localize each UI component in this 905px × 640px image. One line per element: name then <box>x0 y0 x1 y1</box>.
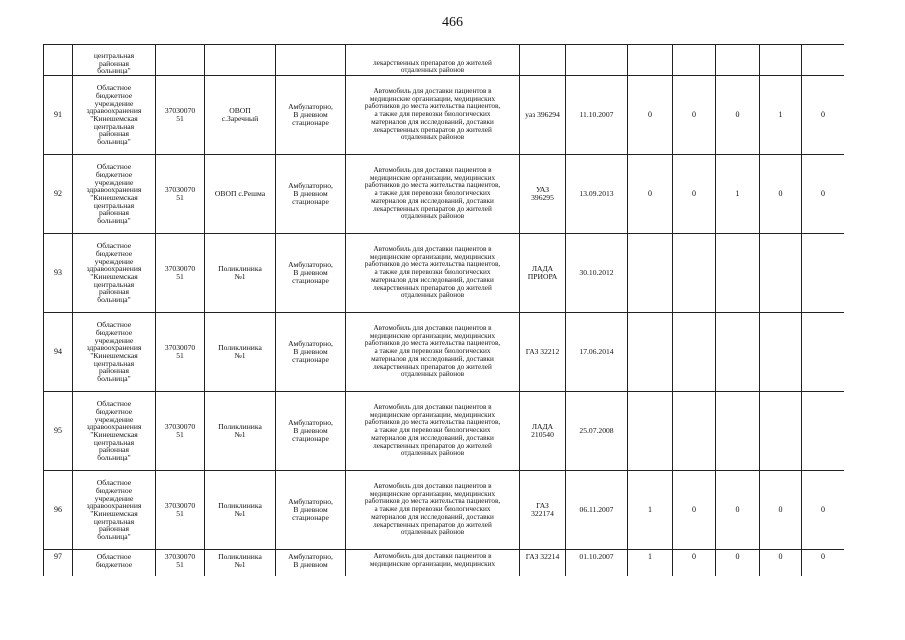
care-type-line: В дневном <box>293 110 328 120</box>
institution-line: учреждение <box>94 177 134 187</box>
care-type-line: стационаре <box>292 512 329 522</box>
code-cell <box>156 313 205 392</box>
institution-cell <box>73 550 156 577</box>
count-col-3: 1 <box>716 155 760 234</box>
institution-line: Областное <box>96 162 132 172</box>
institution-cell <box>73 76 156 155</box>
row-number-cell: 92 <box>44 155 73 234</box>
vehicle-cell <box>520 313 566 392</box>
care-type-cell <box>276 234 346 313</box>
purpose-line: отдаленных районов <box>400 66 465 75</box>
purpose-line: материалов для исследований, доставки <box>371 275 494 284</box>
unit-cell <box>205 234 276 313</box>
institution-line: Областное <box>96 241 132 251</box>
count-col-5 <box>802 234 845 313</box>
purpose-line: медицинские организации, медицинских <box>369 331 496 340</box>
count-col-5 <box>802 45 845 76</box>
table-row <box>44 155 845 234</box>
care-type-line: стационаре <box>292 196 329 206</box>
purpose-line: а также для перевозки биологических <box>374 268 491 277</box>
unit-line: Поликлиника <box>218 422 262 432</box>
unit-line: Поликлиника <box>218 552 262 561</box>
unit-line: Поликлиника <box>218 343 262 353</box>
count-col-5: 0 <box>802 471 845 550</box>
care-type-line: В дневном <box>293 189 328 199</box>
vehicle-line: 396295 <box>531 193 554 202</box>
institution-line: бюджетное <box>95 485 133 495</box>
purpose-line: Автомобиль для доставки пациентов в <box>373 166 492 175</box>
date-cell: 06.11.2007 <box>566 471 628 550</box>
count-col-1 <box>628 45 673 76</box>
institution-line: Областное <box>96 552 132 561</box>
row-number-cell: 96 <box>44 471 73 550</box>
care-type-line: Амбулаторно, <box>288 339 333 349</box>
purpose-line: а также для перевозки биологических <box>374 426 491 435</box>
institution-line: районная <box>98 287 130 297</box>
vehicle-cell <box>520 76 566 155</box>
purpose-line: а также для перевозки биологических <box>374 505 491 514</box>
vehicle-line: 210540 <box>531 430 554 439</box>
purpose-line: материалов для исследований, доставки <box>371 354 494 363</box>
count-col-4: 0 <box>760 550 802 577</box>
care-type-line: Амбулаторно, <box>288 552 333 561</box>
purpose-line: лекарственных препаратов до жителей <box>373 441 492 450</box>
institution-line: Областное <box>96 478 132 488</box>
care-type-line: стационаре <box>292 117 329 127</box>
vehicle-cell <box>520 392 566 471</box>
institution-line: "Кинешемская <box>90 114 138 123</box>
code-line: 51 <box>176 272 184 281</box>
count-col-5: 0 <box>802 155 845 234</box>
institution-line: бюджетное <box>95 90 133 100</box>
purpose-line: Автомобиль для доставки пациентов в <box>373 245 492 254</box>
date-cell: 01.10.2007 <box>566 550 628 577</box>
date-cell: 17.06.2014 <box>566 313 628 392</box>
date-cell: 11.10.2007 <box>566 76 628 155</box>
row-number-cell: 95 <box>44 392 73 471</box>
unit-line: ОВОП <box>229 106 251 116</box>
care-type-line: В дневном <box>293 426 328 436</box>
unit-line: Поликлиника <box>218 264 262 274</box>
date-cell: 13.09.2013 <box>566 155 628 234</box>
vehicle-cell <box>520 45 566 76</box>
purpose-line: Автомобиль для доставки пациентов в <box>373 403 492 412</box>
care-type-line: Амбулаторно, <box>288 497 333 507</box>
purpose-line: лекарственных препаратов до жителей <box>373 520 492 529</box>
purpose-cell <box>346 76 520 155</box>
purpose-line: лекарственных препаратов до жителей <box>373 283 492 292</box>
purpose-line: медицинские организации, медицинских <box>369 559 496 568</box>
date-cell: 30.10.2012 <box>566 234 628 313</box>
count-col-3 <box>716 45 760 76</box>
code-cell <box>156 392 205 471</box>
table-body <box>44 45 845 577</box>
institution-line: районная <box>98 129 130 139</box>
vehicle-register-table <box>43 44 844 576</box>
purpose-line: работников до места жительства пациентов, <box>364 418 501 427</box>
table-row <box>44 76 845 155</box>
unit-line: №1 <box>234 509 246 518</box>
code-cell <box>156 155 205 234</box>
count-col-1: 1 <box>628 471 673 550</box>
institution-line: центральная <box>93 50 135 60</box>
vehicle-line: ПРИОРА <box>527 272 558 281</box>
care-type-line: Амбулаторно, <box>288 418 333 428</box>
table-row <box>44 392 845 471</box>
purpose-line: лекарственных препаратов до жителей <box>373 362 492 371</box>
purpose-line: отдаленных районов <box>400 133 465 142</box>
table-row <box>44 550 845 577</box>
institution-line: центральная <box>93 200 135 210</box>
vehicle-line: ГАЗ 32214 <box>525 552 560 561</box>
unit-line: Поликлиника <box>218 501 262 511</box>
unit-line: ОВОП с.Решма <box>214 189 266 199</box>
code-line: 37030070 <box>164 185 196 195</box>
care-type-line: Амбулаторно, <box>288 260 333 270</box>
purpose-cell <box>346 550 520 577</box>
count-col-4: 0 <box>760 471 802 550</box>
institution-line: районная <box>98 208 130 218</box>
count-col-1: 1 <box>628 550 673 577</box>
unit-cell <box>205 471 276 550</box>
purpose-cell <box>346 313 520 392</box>
code-line: 37030070 <box>164 422 196 432</box>
care-type-line: В дневном <box>293 268 328 278</box>
purpose-line: работников до места жительства пациентов, <box>364 339 501 348</box>
institution-line: "Кинешемская <box>90 272 138 281</box>
purpose-line: работников до места жительства пациентов, <box>364 497 501 506</box>
table-row <box>44 45 845 76</box>
count-col-2: 0 <box>673 471 716 550</box>
purpose-cell <box>346 155 520 234</box>
table-row <box>44 313 845 392</box>
institution-line: "Кинешемская <box>90 351 138 360</box>
purpose-line: а также для перевозки биологических <box>374 110 491 119</box>
row-number-cell: 97 <box>44 550 73 577</box>
purpose-line: материалов для исследований, доставки <box>371 433 494 442</box>
institution-line: центральная <box>93 437 135 447</box>
purpose-cell <box>346 234 520 313</box>
care-type-line: стационаре <box>292 275 329 285</box>
purpose-line: отдаленных районов <box>400 449 465 458</box>
care-type-cell <box>276 45 346 76</box>
institution-line: больница" <box>97 295 131 305</box>
code-line: 51 <box>176 509 184 518</box>
date-cell: 25.07.2008 <box>566 392 628 471</box>
code-cell <box>156 471 205 550</box>
care-type-line: В дневном <box>293 559 328 569</box>
institution-line: Областное <box>96 399 132 409</box>
unit-line: с.Заречный <box>221 114 259 123</box>
vehicle-line: ЛАДА <box>531 422 554 432</box>
institution-line: Областное <box>96 83 132 93</box>
page-number: 466 <box>442 15 463 30</box>
unit-cell <box>205 45 276 76</box>
unit-cell <box>205 550 276 577</box>
institution-line: районная <box>98 58 130 68</box>
institution-line: "Кинешемская <box>90 509 138 518</box>
purpose-cell <box>346 392 520 471</box>
institution-line: бюджетное <box>95 559 133 569</box>
purpose-line: лекарственных препаратов до жителей <box>373 58 492 67</box>
care-type-line: стационаре <box>292 354 329 364</box>
count-col-2: 0 <box>673 155 716 234</box>
purpose-line: а также для перевозки биологических <box>374 189 491 198</box>
purpose-line: Автомобиль для доставки пациентов в <box>373 324 492 333</box>
vehicle-line: уаз 396294 <box>525 110 560 120</box>
count-col-3: 0 <box>716 76 760 155</box>
code-cell <box>156 550 205 577</box>
institution-line: "Кинешемская <box>90 193 138 202</box>
vehicle-cell <box>520 234 566 313</box>
code-cell <box>156 76 205 155</box>
purpose-line: Автомобиль для доставки пациентов в <box>373 552 492 560</box>
vehicle-line: УАЗ <box>535 185 550 195</box>
institution-line: центральная <box>93 279 135 289</box>
count-col-2 <box>673 313 716 392</box>
row-number-cell: 93 <box>44 234 73 313</box>
count-col-5: 0 <box>802 550 845 577</box>
code-cell <box>156 234 205 313</box>
vehicle-line: 322174 <box>531 509 554 518</box>
institution-line: здравоохранения <box>86 501 142 511</box>
purpose-line: медицинские организации, медицинских <box>369 173 496 182</box>
count-col-4 <box>760 45 802 76</box>
purpose-line: материалов для исследований, доставки <box>371 196 494 205</box>
institution-line: здравоохранения <box>86 422 142 432</box>
count-col-3: 0 <box>716 471 760 550</box>
count-col-5 <box>802 313 845 392</box>
unit-cell <box>205 76 276 155</box>
row-number-cell: 94 <box>44 313 73 392</box>
code-line: 37030070 <box>164 106 196 116</box>
date-cell <box>566 45 628 76</box>
purpose-line: медицинские организации, медицинских <box>369 94 496 103</box>
institution-cell <box>73 313 156 392</box>
institution-line: больница" <box>97 216 131 226</box>
unit-line: №1 <box>234 430 246 439</box>
count-col-3 <box>716 234 760 313</box>
institution-line: центральная <box>93 358 135 368</box>
code-line: 51 <box>176 193 184 202</box>
count-col-5 <box>802 392 845 471</box>
institution-line: больница" <box>97 66 131 76</box>
count-col-5: 0 <box>802 76 845 155</box>
purpose-line: отдаленных районов <box>400 291 465 300</box>
care-type-cell <box>276 471 346 550</box>
institution-line: районная <box>98 524 130 534</box>
institution-line: Областное <box>96 320 132 330</box>
table-row <box>44 471 845 550</box>
code-line: 37030070 <box>164 264 196 274</box>
institution-line: учреждение <box>94 98 134 108</box>
count-col-2 <box>673 392 716 471</box>
count-col-3 <box>716 313 760 392</box>
institution-line: "Кинешемская <box>90 430 138 439</box>
institution-cell <box>73 392 156 471</box>
institution-line: больница" <box>97 532 131 542</box>
purpose-line: медицинские организации, медицинских <box>369 252 496 261</box>
institution-line: учреждение <box>94 493 134 503</box>
purpose-line: работников до места жительства пациентов, <box>364 181 501 190</box>
purpose-line: материалов для исследований, доставки <box>371 117 494 126</box>
purpose-line: медицинские организации, медицинских <box>369 489 496 498</box>
institution-line: районная <box>98 445 130 455</box>
count-col-4: 1 <box>760 76 802 155</box>
institution-cell <box>73 234 156 313</box>
institution-line: бюджетное <box>95 169 133 179</box>
institution-line: здравоохранения <box>86 343 142 353</box>
care-type-line: Амбулаторно, <box>288 102 333 112</box>
count-col-2 <box>673 234 716 313</box>
institution-line: бюджетное <box>95 327 133 337</box>
purpose-line: лекарственных препаратов до жителей <box>373 204 492 213</box>
care-type-cell <box>276 155 346 234</box>
care-type-line: В дневном <box>293 347 328 357</box>
count-col-3 <box>716 392 760 471</box>
count-col-4 <box>760 234 802 313</box>
code-line: 37030070 <box>164 552 196 561</box>
code-line: 51 <box>176 559 184 569</box>
institution-line: здравоохранения <box>86 264 142 274</box>
purpose-line: лекарственных препаратов до жителей <box>373 125 492 134</box>
purpose-line: работников до места жительства пациентов, <box>364 260 501 269</box>
institution-line: больница" <box>97 137 131 147</box>
count-col-1 <box>628 392 673 471</box>
care-type-line: В дневном <box>293 505 328 515</box>
code-line: 51 <box>176 114 184 123</box>
institution-line: больница" <box>97 453 131 463</box>
vehicle-line: ГАЗ <box>536 501 549 511</box>
count-col-1: 0 <box>628 76 673 155</box>
vehicle-cell <box>520 550 566 577</box>
count-col-2: 0 <box>673 76 716 155</box>
care-type-line: стационаре <box>292 433 329 443</box>
count-col-2 <box>673 45 716 76</box>
unit-line: №1 <box>234 351 246 360</box>
purpose-line: медицинские организации, медицинских <box>369 410 496 419</box>
purpose-line: отдаленных районов <box>400 212 465 221</box>
institution-line: центральная <box>93 516 135 526</box>
unit-cell <box>205 313 276 392</box>
purpose-line: материалов для исследований, доставки <box>371 512 494 521</box>
institution-line: здравоохранения <box>86 185 142 195</box>
care-type-cell <box>276 313 346 392</box>
table-viewport <box>43 44 844 576</box>
row-number-cell <box>44 45 73 76</box>
unit-cell <box>205 155 276 234</box>
unit-line: №1 <box>234 559 246 569</box>
care-type-cell <box>276 76 346 155</box>
purpose-line: работников до места жительства пациентов, <box>364 102 501 111</box>
unit-cell <box>205 392 276 471</box>
table-row <box>44 234 845 313</box>
count-col-1: 0 <box>628 155 673 234</box>
count-col-4 <box>760 392 802 471</box>
institution-cell <box>73 471 156 550</box>
institution-line: центральная <box>93 121 135 131</box>
purpose-line: Автомобиль для доставки пациентов в <box>373 482 492 491</box>
count-col-1 <box>628 313 673 392</box>
code-line: 37030070 <box>164 343 196 353</box>
purpose-cell <box>346 45 520 76</box>
code-line: 37030070 <box>164 501 196 511</box>
institution-line: здравоохранения <box>86 106 142 116</box>
unit-line: №1 <box>234 272 246 281</box>
count-col-4 <box>760 313 802 392</box>
institution-line: бюджетное <box>95 248 133 258</box>
purpose-line: отдаленных районов <box>400 528 465 537</box>
row-number-cell: 91 <box>44 76 73 155</box>
institution-line: учреждение <box>94 335 134 345</box>
code-line: 51 <box>176 351 184 360</box>
code-cell <box>156 45 205 76</box>
care-type-line: Амбулаторно, <box>288 181 333 191</box>
purpose-line: Автомобиль для доставки пациентов в <box>373 87 492 96</box>
institution-line: районная <box>98 366 130 376</box>
care-type-cell <box>276 392 346 471</box>
purpose-line: а также для перевозки биологических <box>374 347 491 356</box>
count-col-1 <box>628 234 673 313</box>
vehicle-line: ЛАДА <box>531 264 554 274</box>
purpose-line: отдаленных районов <box>400 370 465 379</box>
institution-line: бюджетное <box>95 406 133 416</box>
vehicle-cell <box>520 155 566 234</box>
care-type-cell <box>276 550 346 577</box>
institution-line: больница" <box>97 374 131 384</box>
code-line: 51 <box>176 430 184 439</box>
institution-line: учреждение <box>94 256 134 266</box>
vehicle-cell <box>520 471 566 550</box>
institution-cell <box>73 155 156 234</box>
count-col-2: 0 <box>673 550 716 577</box>
purpose-cell <box>346 471 520 550</box>
institution-cell <box>73 45 156 76</box>
count-col-4: 0 <box>760 155 802 234</box>
vehicle-line: ГАЗ 32212 <box>525 347 560 357</box>
count-col-3: 0 <box>716 550 760 577</box>
institution-line: учреждение <box>94 414 134 424</box>
